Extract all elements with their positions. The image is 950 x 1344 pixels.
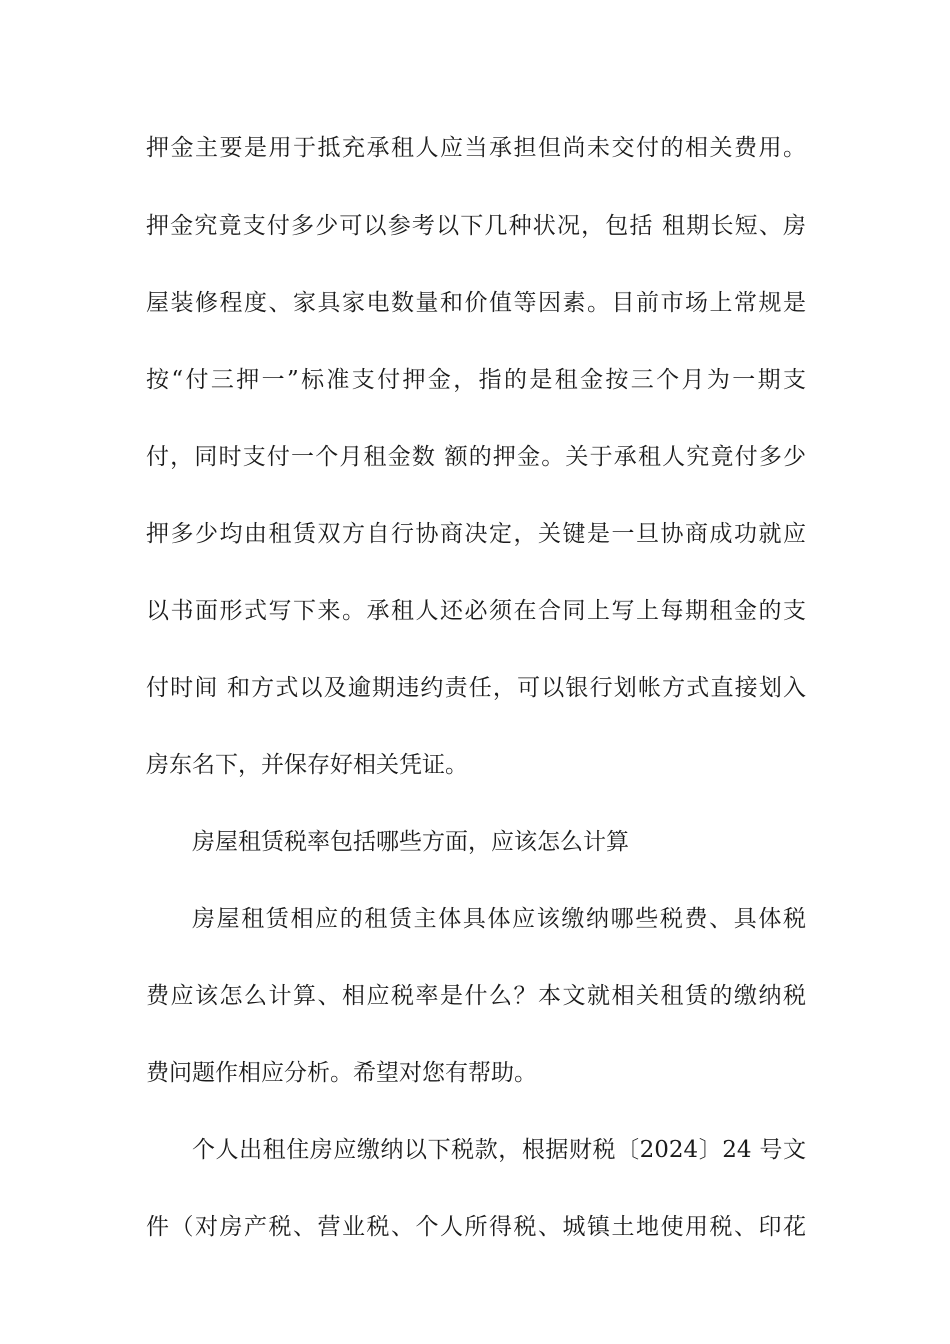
text-line: 房屋租赁相应的租赁主体具体应该缴纳哪些税费、具体税: [192, 906, 806, 932]
text-line: 件（对房产税、营业税、个人所得税、城镇土地使用税、印花: [146, 1214, 806, 1240]
text-line: 房东名下，并保存好相关凭证。: [146, 752, 468, 778]
text-line: 屋装修程度、家具家电数量和价值等因素。目前市场上常规是: [146, 290, 806, 316]
text-line: 押金主要是用于抵充承租人应当承担但尚未交付的相关费用。: [146, 135, 806, 161]
text-line: 按“付三押一”标准支付押金，指的是租金按三个月为一期支: [146, 367, 806, 393]
text-line: 个人出租住房应缴纳以下税款，根据财税〔2024〕24 号文: [192, 1137, 806, 1163]
text-line: 押金究竟支付多少可以参考以下几种状况，包括 租期长短、房: [146, 213, 806, 239]
text-line: 付，同时支付一个月租金数 额的押金。关于承租人究竟付多少: [146, 444, 806, 470]
text-line: 费问题作相应分析。希望对您有帮助。: [146, 1060, 537, 1086]
text-line: 押多少均由租赁双方自行协商决定，关键是一旦协商成功就应: [146, 521, 806, 547]
text-line: 付时间 和方式以及逾期违约责任，可以银行划帐方式直接划入: [146, 675, 806, 701]
text-line: 以书面形式写下来。承租人还必须在合同上写上每期租金的支: [146, 598, 806, 624]
text-line: 费应该怎么计算、相应税率是什么？本文就相关租赁的缴纳税: [146, 983, 806, 1009]
section-heading: 房屋租赁税率包括哪些方面，应该怎么计算: [192, 829, 629, 855]
